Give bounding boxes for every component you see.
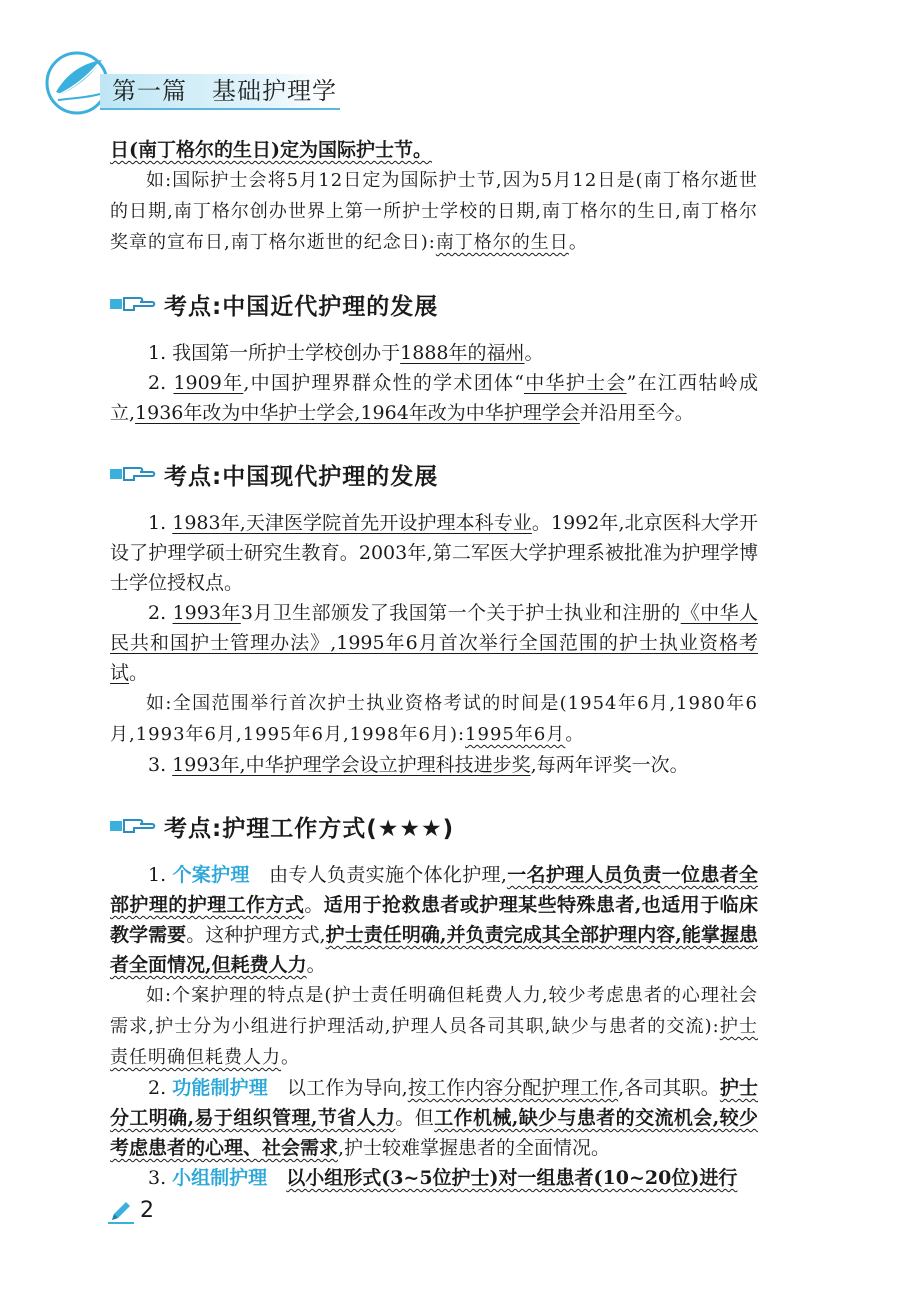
text: 2. — [148, 372, 174, 394]
text: 3. — [148, 1167, 173, 1189]
text: ,各司其职。 — [618, 1077, 720, 1099]
chapter-title: 第一篇 基础护理学 — [112, 77, 337, 105]
paragraph — [110, 598, 758, 688]
text: 。 — [306, 954, 326, 976]
pointing-hand-icon — [110, 463, 156, 485]
text: ,护士较难掌握患者的全面情况。 — [338, 1137, 611, 1159]
text: 2. — [148, 1077, 173, 1099]
underlined-text: 1983年,天津医学院首先开设护理本科专业 — [172, 512, 532, 534]
text: 并沿用至今。 — [579, 402, 694, 424]
intro-example — [110, 165, 758, 258]
text: 。这种护理方式, — [186, 924, 326, 946]
text: 3月卫生部颁发了我国第一个关于护士执业和注册的 — [240, 602, 681, 624]
example — [110, 980, 758, 1073]
paragraph — [110, 508, 758, 598]
underlined-text: 1936年改为中华护士学会,1964年改为中华护理学会 — [135, 402, 580, 424]
example-answer: 护士责任明确但耗费人力 — [110, 1016, 759, 1068]
emphasis-text: 按工作内容分配护理工作 — [407, 1077, 619, 1099]
example-answer: 南丁格尔的生日 — [435, 232, 569, 253]
paragraph — [110, 338, 758, 368]
answer-text: 日(南丁格尔的生日)定为国际护士节。 — [110, 139, 432, 161]
underlined-text: 1993年 — [172, 602, 241, 624]
emphasis-text: 一名护理人员负责一位患者全部护理的护理工作方式 — [110, 864, 758, 916]
page-number: 2 — [140, 1198, 154, 1223]
text: 3. — [148, 754, 173, 776]
text: ,中国护理界群众性的学术团体“ — [243, 372, 524, 394]
page-footer — [108, 1198, 154, 1224]
example-text: 如:全国范围举行首次护士执业资格考试的时间是(1954年6月,1980年6月,1993年6月,1995年6月,1998年6月): — [110, 693, 758, 745]
page-header — [0, 0, 900, 140]
text: 1. 我国第一所护士学校创办于 — [148, 342, 401, 364]
keyword: 功能制护理 — [172, 1077, 268, 1099]
example-end: 。 — [568, 232, 588, 253]
section-title: 考点:护理工作方式(★★★) — [164, 815, 455, 842]
example-end: 。 — [565, 724, 585, 745]
pencil-icon — [108, 1198, 134, 1224]
paragraph — [110, 860, 758, 980]
text: 。 — [524, 342, 544, 364]
underlined-text: 1888年的福州 — [400, 342, 525, 364]
pointing-hand-icon — [110, 815, 156, 837]
text: 以工作为导向, — [267, 1077, 408, 1099]
paragraph — [110, 368, 758, 428]
header-underline — [100, 108, 340, 110]
paragraph — [110, 750, 758, 780]
example-end: 。 — [281, 1047, 300, 1068]
text: 1. — [148, 864, 173, 886]
section-title: 考点:中国近代护理的发展 — [164, 293, 439, 320]
underlined-text: 1993年,中华护理学会设立护理科技进步奖 — [172, 754, 531, 776]
text: ,每两年评奖一次。 — [530, 754, 689, 776]
text: 。但 — [395, 1107, 435, 1129]
text: ”在江西牯岭成立, — [110, 372, 758, 424]
example-text: 如:国际护士会将5月12日定为国际护士节,因为5月12日是(南丁格尔逝世的日期,南丁格尔创办世界上第一所护士学校的日期,南丁格尔的生日,南丁格尔奖章的宣布日,南丁格尔逝世的纪念日): — [110, 170, 758, 253]
keyword: 小组制护理 — [172, 1167, 268, 1189]
example-text: 如:个案护理的特点是(护士责任明确但耗费人力,较少考虑患者的心理社会需求,护士分为小组进行护理活动,护理人员各司其职,缺少与患者的交流): — [110, 985, 758, 1037]
bold-text: 适用于抢救患者或护理某些特殊患者,也适用于临床教学需要 — [110, 894, 758, 946]
text: 1. — [148, 512, 173, 534]
page-content — [110, 135, 758, 1193]
example-answer: 1995年6月 — [465, 724, 566, 745]
emphasis-text: 护士分工明确,易于组织管理,节省人力 — [110, 1077, 758, 1129]
underlined-text: 《中华人民共和国护士管理办法》,1995年6月首次举行全国范围的护士执业资格考试 — [110, 602, 758, 684]
intro-line — [110, 135, 758, 165]
section-heading-modern-history — [110, 284, 758, 324]
section-heading-work-modes — [110, 806, 758, 846]
keyword: 个案护理 — [172, 864, 250, 886]
underlined-text: 1909年 — [173, 372, 244, 394]
text: 2. — [148, 602, 173, 624]
text: 由专人负责实施个体化护理, — [249, 864, 507, 886]
paragraph — [110, 1073, 758, 1163]
emphasis-text: 护士责任明确,并负责完成其全部护理内容,能掌握患者全面情况,但耗费人力 — [110, 924, 758, 976]
text: 。 — [304, 894, 324, 916]
emphasis-text: 工作机械,缺少与患者的交流机会,较少考虑患者的心理、社会需求 — [110, 1107, 758, 1159]
pointing-hand-icon — [110, 293, 156, 315]
section-heading-contemporary — [110, 454, 758, 494]
text — [267, 1167, 286, 1189]
emphasis-text: 以小组形式(3~5位护士)对一组患者(10~20位)进行 — [286, 1167, 738, 1189]
underlined-text: 中华护士会 — [523, 372, 627, 394]
example — [110, 688, 758, 750]
text: 。1992年,北京医科大学开设了护理学硕士研究生教育。2003年,第二军医大学护理系被批准为护理学博士学位授权点。 — [110, 512, 758, 594]
section-title: 考点:中国现代护理的发展 — [164, 463, 439, 490]
text: 。 — [129, 662, 149, 684]
paragraph — [110, 1163, 758, 1193]
